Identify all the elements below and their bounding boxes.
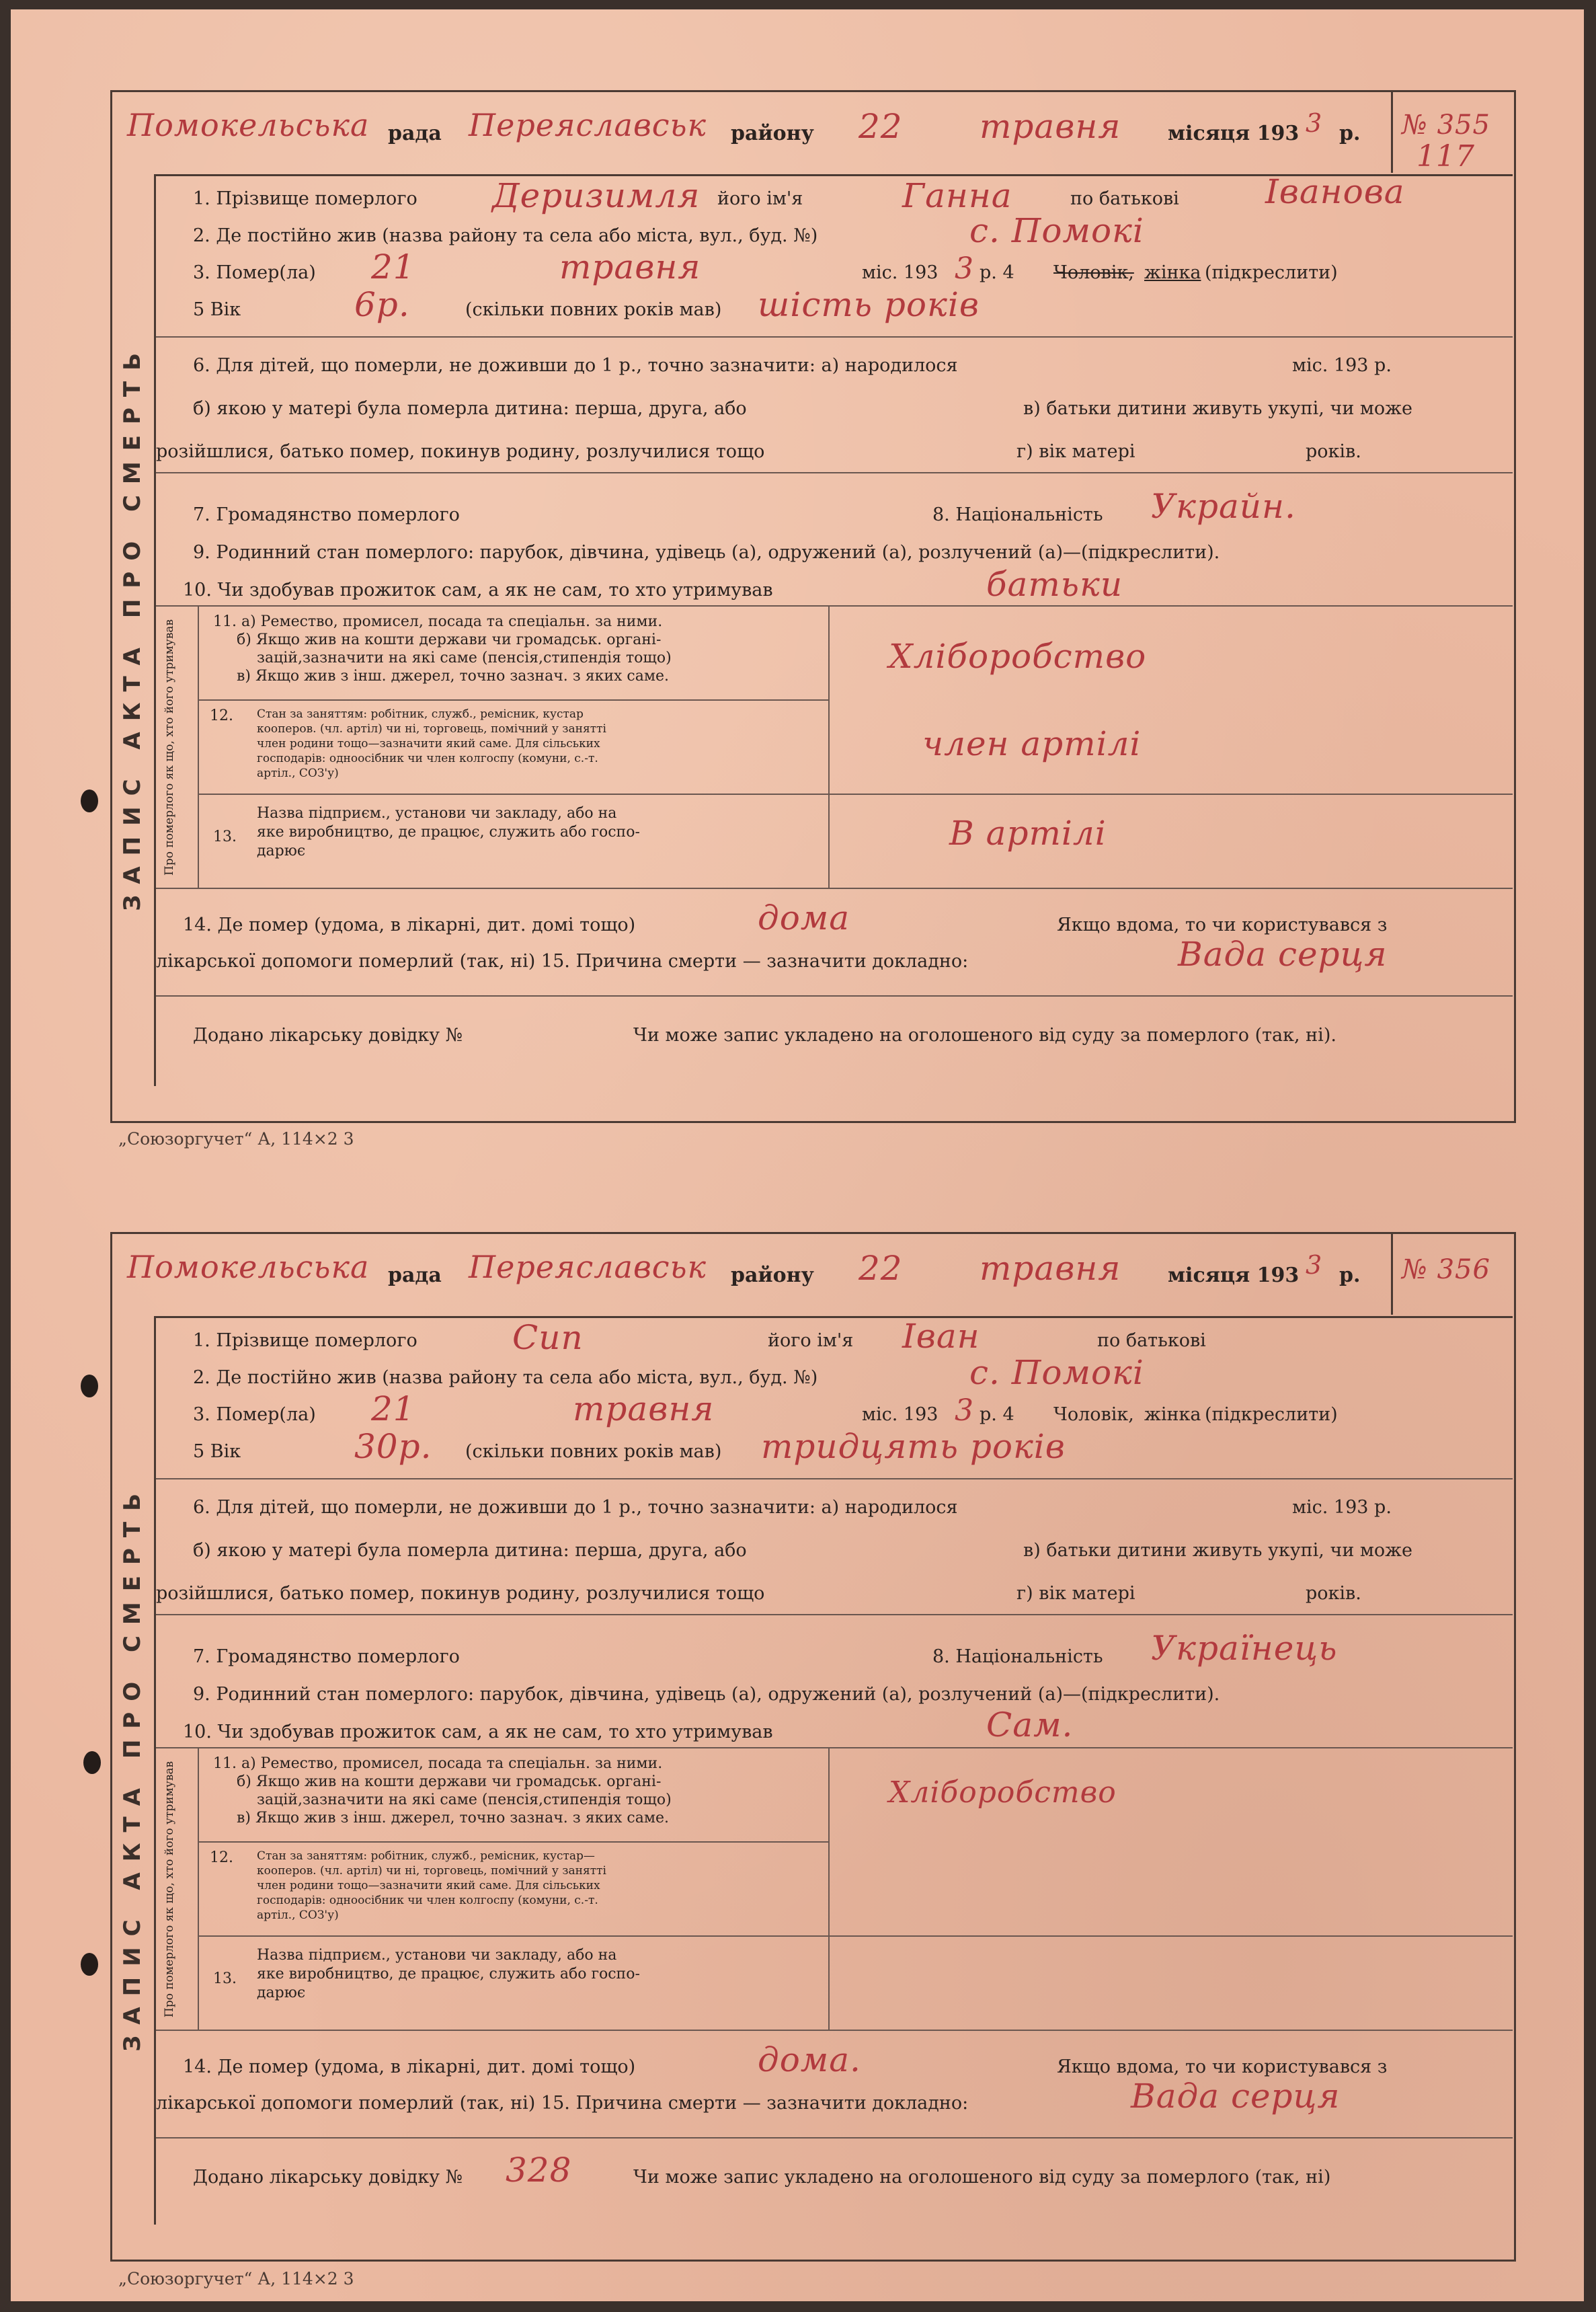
village-council-value: Помокельська — [127, 107, 370, 143]
infant-label-d: розійшлися, батько помер, покинув родину, розлучилися тощо — [156, 1583, 765, 1604]
occupation-c: в) Якщо жив з інш. джерел, точно зазнач. з яких саме. — [237, 1810, 669, 1826]
nationality-value: Українець — [1151, 1629, 1338, 1668]
divider — [156, 472, 1513, 473]
occupation-a: 11. а) Ремество, промисел, посада та спеціальн. за ними. — [213, 1755, 663, 1772]
status-t4: господарів: одноосібник чи член колгоспу (комуни, с.-т. — [257, 1894, 598, 1907]
age-label: 5 Вік — [193, 299, 241, 320]
district-value: Переяславськ — [469, 1249, 707, 1285]
status-t2: кооперов. (чл. артіл) чи ні, торговець, помічний у занятті — [257, 1864, 606, 1878]
marital-status-label: 9. Родинний стан померлого: парубок, дівчина, удівець (а), одружений (а), розлучений (а)—(підкреслити). — [193, 1684, 1220, 1705]
divider — [156, 995, 1513, 997]
gender-male: Чоловік, — [1053, 262, 1134, 283]
death-record-356 — [110, 1232, 1516, 2262]
patronymic-label: по батькові — [1070, 188, 1179, 209]
infant-label-a: 6. Для дітей, що померли, не доживши до 1 р., точно зазначити: а) народилося — [193, 1497, 958, 1518]
occupation-b2: зацій,зазначити на які саме (пенсія,стипендія тощо) — [257, 1791, 672, 1808]
workplace-t2: яке виробництво, де працює, служить або госпо- — [257, 824, 640, 841]
residence-label: 2. Де постійно жив (назва району та села або міста, вул., буд. №) — [193, 1367, 818, 1388]
gender-note: (підкреслити) — [1205, 262, 1338, 283]
binding-hole — [81, 1953, 98, 1976]
home-care-label: Якщо вдома, то чи користувався з — [1057, 2056, 1388, 2077]
citizenship-label: 7. Громадянство померлого — [193, 504, 460, 525]
mother-age-suffix: років. — [1306, 441, 1361, 462]
occupation-rot-label: Про померлого як що, хто його утримував — [163, 1761, 176, 2017]
record-number-value: № 355 — [1402, 110, 1490, 141]
record-month-value: травня — [980, 107, 1121, 146]
status-num: 12. — [210, 707, 233, 724]
occupation-b2: зацій,зазначити на які саме (пенсія,стипендія тощо) — [257, 650, 672, 666]
divider — [156, 2030, 1513, 2031]
gender-note: (підкреслити) — [1205, 1404, 1338, 1425]
residence-value: с. Помокі — [969, 211, 1144, 250]
death-date-label: 3. Помер(ла) — [193, 1404, 316, 1425]
gender-female: жінка — [1144, 1404, 1201, 1425]
support-label: 10. Чи здобував прожиток сам, а як не сам, то хто утримував — [183, 1722, 773, 1742]
divider — [156, 1747, 1513, 1748]
death-place-label: 14. Де помер (удома, в лікарні, дит. домі тощо) — [183, 2056, 636, 2077]
patronymic-label: по батькові — [1097, 1330, 1206, 1351]
death-month-value: травня — [573, 1389, 715, 1428]
age-value: 30р. — [354, 1427, 432, 1466]
year-suffix: р. — [1339, 1264, 1361, 1287]
surname-label: 1. Прізвище померлого — [193, 1330, 417, 1351]
workplace-num: 13. — [213, 1970, 237, 1987]
status-t3: член родини тощо—зазначити який саме. Для сільських — [257, 737, 600, 750]
divider — [198, 1747, 199, 2030]
death-year-label: міс. 193 — [862, 1404, 939, 1425]
binding-hole — [81, 1375, 98, 1397]
status-value: член артілі — [922, 724, 1142, 763]
gender-female: жінка — [1144, 262, 1201, 283]
infant-label-d: розійшлися, батько помер, покинув родину, розлучилися тощо — [156, 441, 765, 462]
gender-male: Чоловік, — [1053, 1404, 1134, 1425]
district-value: Переяславськ — [469, 107, 707, 143]
month-label: місяця 193 — [1168, 1264, 1300, 1287]
nationality-label: 8. Національність — [932, 1646, 1103, 1667]
death-year-value: 3 — [955, 252, 974, 286]
medical-cert-value: 328 — [506, 2151, 572, 2190]
rada-label: рада — [388, 1264, 442, 1287]
occupation-value: Хліборобство — [889, 1775, 1117, 1810]
binding-hole — [83, 1751, 101, 1774]
divider — [156, 2137, 1513, 2138]
form-body — [154, 1316, 1513, 2225]
cause-label: лікарської допомоги померлий (так, ні) 15. Причина смерти — зазначити докладно: — [156, 951, 969, 972]
infant-label-a-tail: міс. 193 р. — [1292, 355, 1392, 376]
record-day-value: 22 — [859, 107, 903, 146]
district-label: району — [731, 122, 814, 145]
workplace-t1: Назва підприєм., установи чи закладу, або на — [257, 805, 617, 822]
nationality-value: Украйн. — [1151, 487, 1296, 526]
divider — [198, 1935, 1513, 1937]
side-title: ЗАПИС АКТА ПРО СМЕРТЬ — [119, 1482, 146, 2052]
infant-label-b: б) якою у матері була померла дитина: перша, друга, або — [193, 1540, 747, 1561]
year-suffix: р. — [1339, 122, 1361, 145]
record-year-value: 3 — [1306, 1250, 1323, 1280]
workplace-t1: Назва підприєм., установи чи закладу, або на — [257, 1947, 617, 1964]
workplace-num: 13. — [213, 829, 237, 845]
death-year-suffix: р. 4 — [980, 262, 1014, 283]
status-t3: член родини тощо—зазначити який саме. Для сільських — [257, 1879, 600, 1892]
name-label: його ім'я — [768, 1330, 854, 1351]
print-imprint: „Союзоргучет“ А, 114×2 3 — [118, 1129, 354, 1149]
occupation-b1: б) Якщо жив на кошти держави чи громадськ. органі- — [237, 1773, 662, 1790]
court-record-label: Чи може запис укладено на оголошеного від суду за померлого (так, ні). — [633, 1025, 1336, 1046]
status-t4: господарів: одноосібник чи член колгоспу (комуни, с.-т. — [257, 752, 598, 765]
court-record-label: Чи може запис укладено на оголошеного від суду за померлого (так, ні) — [633, 2167, 1331, 2188]
divider — [828, 605, 830, 888]
support-label: 10. Чи здобував прожиток сам, а як не сам, то хто утримував — [183, 580, 773, 601]
cause-value: Вада серця — [1131, 2077, 1341, 2116]
occupation-c: в) Якщо жив з інш. джерел, точно зазнач. з яких саме. — [237, 668, 669, 685]
side-title: ЗАПИС АКТА ПРО СМЕРТЬ — [119, 342, 146, 911]
status-t1: Стан за заняттям: робітник, служб., ремісник, кустар— — [257, 1849, 595, 1863]
form-body — [154, 174, 1513, 1086]
nationality-label: 8. Національність — [932, 504, 1103, 525]
occupation-rot-label: Про померлого як що, хто його утримував — [163, 619, 176, 876]
workplace-value: В артілі — [949, 814, 1107, 853]
village-council-value: Помокельська — [127, 1249, 370, 1285]
name-value: Іван — [902, 1317, 980, 1356]
record-day-value: 22 — [859, 1249, 903, 1288]
status-t2: кооперов. (чл. артіл) чи ні, торговець, помічний у занятті — [257, 722, 606, 736]
infant-label-c: в) батьки дитини живуть укупі, чи може — [1023, 398, 1412, 419]
record-number-value: № 356 — [1402, 1254, 1490, 1285]
divider — [156, 605, 1513, 607]
occupation-b1: б) Якщо жив на кошти держави чи громадськ. органі- — [237, 631, 662, 648]
document-sheet — [11, 9, 1584, 2301]
infant-label-a: 6. Для дітей, що померли, не доживши до 1 р., точно зазначити: а) народилося — [193, 355, 958, 376]
surname-value: Деризимля — [492, 176, 701, 215]
cause-label: лікарської допомоги померлий (так, ні) 15. Причина смерти — зазначити докладно: — [156, 2093, 969, 2114]
infant-label-b: б) якою у матері була померла дитина: перша, друга, або — [193, 398, 747, 419]
death-year-label: міс. 193 — [862, 262, 939, 283]
age-label: 5 Вік — [193, 1441, 241, 1462]
surname-value: Сип — [512, 1318, 584, 1357]
divider — [198, 1841, 828, 1843]
divider — [828, 1747, 830, 2030]
rada-label: рада — [388, 122, 442, 145]
death-year-suffix: р. 4 — [980, 1404, 1014, 1425]
medical-cert-label: Додано лікарську довідку № — [193, 2167, 463, 2188]
death-day-value: 21 — [371, 247, 415, 286]
mother-age-label: г) вік матері — [1016, 1583, 1135, 1604]
death-place-value: дома — [758, 898, 850, 937]
age-note: (скільки повних років мав) — [465, 1441, 722, 1462]
divider — [156, 336, 1513, 338]
infant-label-c: в) батьки дитини живуть укупі, чи може — [1023, 1540, 1412, 1561]
patronymic-value: Іванова — [1265, 172, 1405, 211]
occupation-value: Хліборобство — [889, 637, 1147, 676]
divider — [156, 1614, 1513, 1615]
age-words-value: шість років — [758, 285, 980, 324]
binding-hole — [81, 789, 98, 812]
death-date-label: 3. Помер(ла) — [193, 262, 316, 283]
cause-value: Вада серця — [1178, 935, 1388, 974]
infant-label-a-tail: міс. 193 р. — [1292, 1497, 1392, 1518]
workplace-t2: яке виробництво, де працює, служить або госпо- — [257, 1966, 640, 1982]
mother-age-suffix: років. — [1306, 1583, 1361, 1604]
age-value: 6р. — [354, 285, 410, 324]
age-words-value: тридцять років — [761, 1427, 1066, 1466]
medical-cert-label: Додано лікарську довідку № — [193, 1025, 463, 1046]
workplace-t3: дарює — [257, 843, 306, 859]
death-place-value: дома. — [758, 2040, 861, 2079]
divider — [198, 699, 828, 701]
marital-status-label: 9. Родинний стан померлого: парубок, дівчина, удівець (а), одружений (а), розлучений (а)—(підкреслити). — [193, 542, 1220, 563]
status-t5: артіл., СОЗ'у) — [257, 767, 339, 780]
record-number-extra: 117 — [1417, 139, 1475, 174]
name-value: Ганна — [902, 176, 1012, 215]
occupation-a: 11. а) Ремество, промисел, посада та спеціальн. за ними. — [213, 613, 663, 630]
district-label: району — [731, 1264, 814, 1287]
surname-label: 1. Прізвище померлого — [193, 188, 417, 209]
death-month-value: травня — [559, 247, 701, 286]
death-place-label: 14. Де помер (удома, в лікарні, дит. домі тощо) — [183, 915, 636, 935]
status-t1: Стан за заняттям: робітник, служб., ремісник, кустар — [257, 707, 584, 721]
print-imprint: „Союзоргучет“ А, 114×2 3 — [118, 2269, 354, 2288]
divider — [198, 794, 1513, 795]
home-care-label: Якщо вдома, то чи користувався з — [1057, 915, 1388, 935]
status-num: 12. — [210, 1849, 233, 1866]
divider — [198, 605, 199, 888]
age-note: (скільки повних років мав) — [465, 299, 722, 320]
record-month-value: травня — [980, 1249, 1121, 1288]
residence-label: 2. Де постійно жив (назва району та села або міста, вул., буд. №) — [193, 225, 818, 246]
status-t5: артіл., СОЗ'у) — [257, 1909, 339, 1922]
mother-age-label: г) вік матері — [1016, 441, 1135, 462]
death-year-value: 3 — [955, 1393, 974, 1428]
death-record-355 — [110, 90, 1516, 1123]
workplace-t3: дарює — [257, 1985, 306, 2001]
support-value: Сам. — [986, 1705, 1074, 1744]
citizenship-label: 7. Громадянство померлого — [193, 1646, 460, 1667]
record-year-value: 3 — [1306, 108, 1323, 138]
death-day-value: 21 — [371, 1389, 415, 1428]
divider — [156, 888, 1513, 889]
support-value: батьки — [986, 565, 1123, 604]
name-label: його ім'я — [717, 188, 803, 209]
month-label: місяця 193 — [1168, 122, 1300, 145]
divider — [156, 1478, 1513, 1479]
residence-value: с. Помокі — [969, 1353, 1144, 1392]
